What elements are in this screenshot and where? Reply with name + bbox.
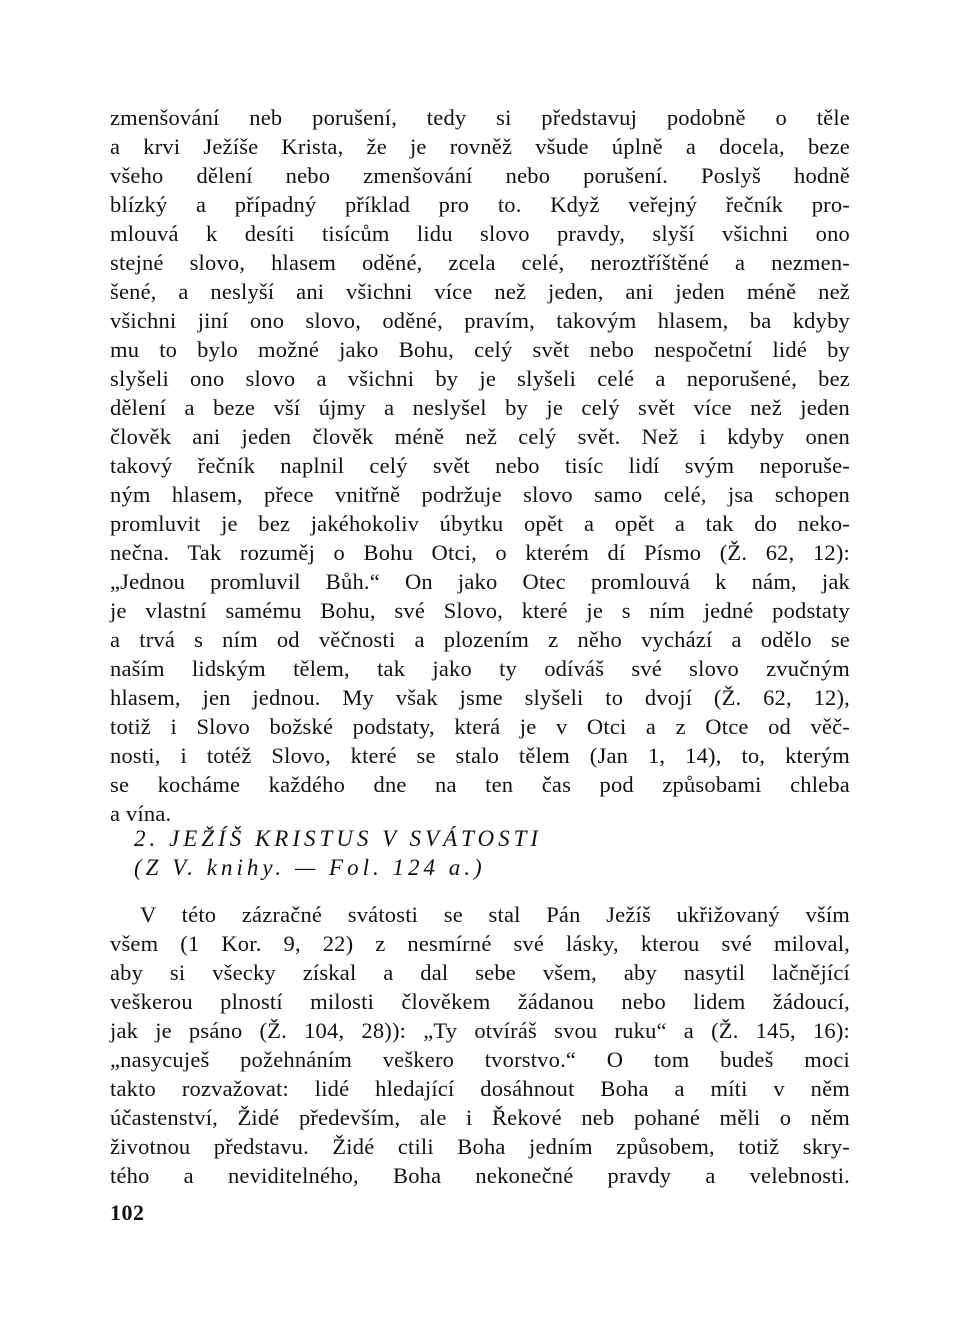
text-line: „nasycuješ požehnáním veškero tvorstvo.“ O tom budeš moci <box>110 1047 850 1072</box>
text-line: V této zázračné svátosti se stal Pán Ježíš ukřižovaný vším <box>140 902 850 927</box>
section-heading <box>134 824 874 882</box>
text-line: všichni jiní ono slovo, oděné, pravím, takovým hlasem, ba kdyby <box>110 308 850 333</box>
text-line: aby si všecky získal a dal sebe všem, aby nasytil lačnějící <box>110 960 850 985</box>
text-line: takový řečník naplnil celý svět nebo tisíc lidí svým neporuše- <box>110 453 850 478</box>
text-line: dělení a beze vší újmy a neslyšel by je celý svět více než jeden <box>110 395 850 420</box>
text-line: všeho dělení nebo zmenšování nebo porušení. Poslyš hodně <box>110 163 850 188</box>
text-line: blízký a případný příklad pro to. Když veřejný řečník pro- <box>110 192 850 217</box>
text-line: účastenství, Židé především, ale i Řekové neb pohané měli o něm <box>110 1105 850 1130</box>
text-line: šené, a neslyší ani všichni více než jeden, ani jeden méně než <box>110 279 850 304</box>
text-line: a krvi Ježíše Krista, že je rovněž všude úplně a docela, beze <box>110 134 850 159</box>
text-line: tého a neviditelného, Boha nekonečné pravdy a velebnosti. <box>110 1163 850 1188</box>
text-line: totiž i Slovo božské podstaty, která je v Otci a z Otce od věč- <box>110 714 850 739</box>
text-line: „Jednou promluvil Bůh.“ On jako Otec promlouvá k nám, jak <box>110 569 850 594</box>
section-source: (Z V. knihy. — Fol. 124 a.) <box>134 855 486 880</box>
section-title: 2. JEŽÍŠ KRISTUS V SVÁTOSTI <box>134 826 543 851</box>
text-line: a vína. <box>110 801 172 826</box>
text-line: mu to bylo možné jako Bohu, celý svět nebo nespočetní lidé by <box>110 337 850 362</box>
text-line: všem (1 Kor. 9, 22) z nesmírné své lásky, kterou své miloval, <box>110 931 850 956</box>
text-line: člověk ani jeden člověk méně než celý svět. Než i kdyby onen <box>110 424 850 449</box>
text-line: veškerou plností milosti člověkem žádanou nebo lidem žádoucí, <box>110 989 850 1014</box>
text-line: je vlastní samému Bohu, své Slovo, které je s ním jedné podstaty <box>110 598 850 623</box>
text-line: mlouvá k desíti tisícům lidu slovo pravdy, slyší všichni ono <box>110 221 850 246</box>
text-line: nečna. Tak rozuměj o Bohu Otci, o kterém dí Písmo (Ž. 62, 12): <box>110 540 850 565</box>
text-line: promluvit je bez jakéhokoliv úbytku opět a opět a tak do neko- <box>110 511 850 536</box>
page-number: 102 <box>110 1200 145 1225</box>
text-line: hlasem, jen jednou. My však jsme slyšeli to dvojí (Ž. 62, 12), <box>110 685 850 710</box>
text-line: zmenšování neb porušení, tedy si představuj podobně o těle <box>110 105 850 130</box>
text-line: nosti, i totéž Slovo, které se stalo tělem (Jan 1, 14), to, kterým <box>110 743 850 768</box>
text-line: se kocháme každého dne na ten čas pod způsobami chleba <box>110 772 850 797</box>
body-paragraph <box>110 103 850 828</box>
body-paragraph <box>110 900 850 1190</box>
text-line: jak je psáno (Ž. 104, 28)): „Ty otvíráš svou ruku“ a (Ž. 145, 16): <box>110 1018 850 1043</box>
text-line: ným hlasem, přece vnitřně podržuje slovo samo celé, jsa schopen <box>110 482 850 507</box>
text-line: a trvá s ním od věčnosti a plozením z něho vychází a odělo se <box>110 627 850 652</box>
text-line: takto rozvažovat: lidé hledající dosáhnout Boha a míti v něm <box>110 1076 850 1101</box>
text-line: životnou představu. Židé ctili Boha jedním způsobem, totiž skry- <box>110 1134 850 1159</box>
text-line: slyšeli ono slovo a všichni by je slyšeli celé a neporušené, bez <box>110 366 850 391</box>
text-line: stejné slovo, hlasem oděné, zcela celé, neroztříštěné a nezmen- <box>110 250 850 275</box>
text-line: naším lidským tělem, tak jako ty odíváš své slovo zvučným <box>110 656 850 681</box>
